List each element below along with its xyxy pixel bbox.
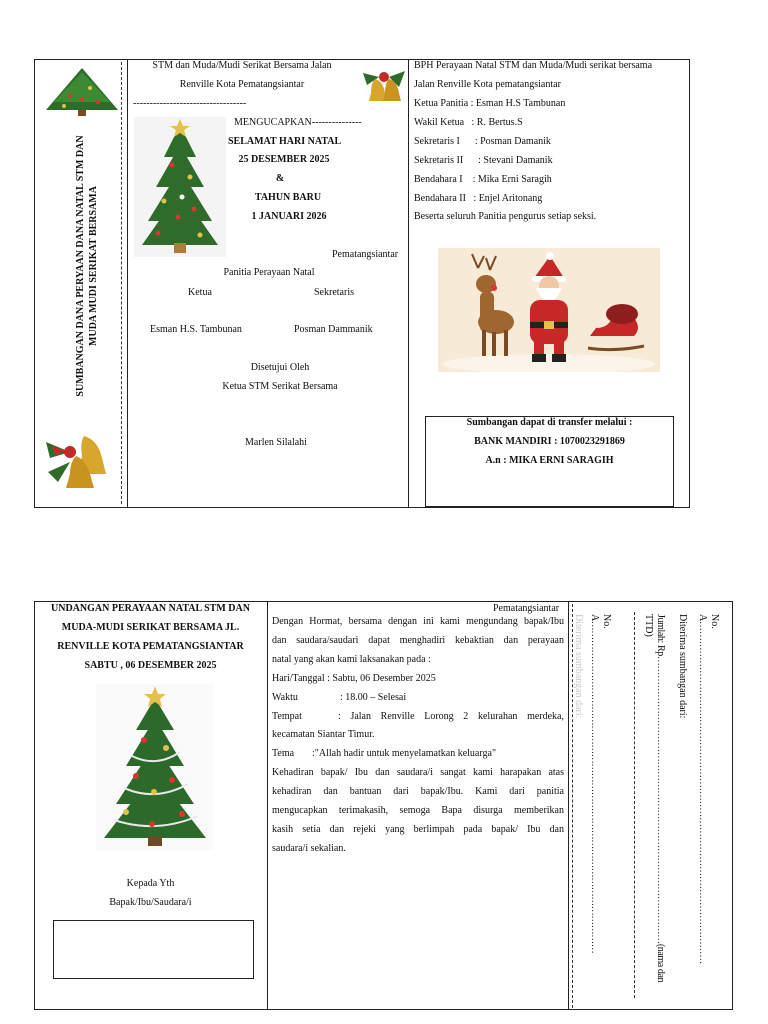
spine-divider xyxy=(127,59,128,508)
invitation-city: Pematangsiantar xyxy=(493,603,560,614)
santa-reindeer-image xyxy=(438,248,660,372)
bells-decoration-image xyxy=(40,422,118,496)
committee-line: BPH Perayaan Natal STM dan Muda/Mudi serikat bersama xyxy=(414,60,653,71)
event-theme-label: Tema xyxy=(272,748,295,760)
invitation-title-line4: SABTU , 06 DESEMBER 2025 xyxy=(84,660,217,671)
committee-text: Panitia Perayaan Natal xyxy=(223,267,315,278)
closing-line: kasih setia dan rejeki yang berlimpah pada bapak/ Ibu dan xyxy=(272,823,564,835)
stub-a2-line: A…………………………………………………………………………………………… xyxy=(589,614,600,954)
invitation-body xyxy=(272,613,564,859)
christmas-tree-small-image xyxy=(40,66,120,118)
dash-line: ---------------------------------- xyxy=(133,98,247,109)
body-line: natal yang akan kami laksanakan pada : xyxy=(272,653,431,665)
name-sekretaris: Posman Dammanik xyxy=(294,324,373,335)
event-time xyxy=(272,689,564,708)
committee-line: Sekretaris I : Posman Damanik xyxy=(414,136,551,147)
christmas-tree-image xyxy=(134,117,226,257)
stub-no2: No. xyxy=(601,614,612,629)
bells-top-image xyxy=(361,59,407,105)
invitation-title-line3: RENVILLE KOTA PEMATANGSIANTAR xyxy=(57,641,244,652)
committee-line: Ketua Panitia : Esman H.S Tambunan xyxy=(414,98,566,109)
city-text: Pematangsiantar xyxy=(332,249,399,260)
right-panel-divider xyxy=(408,59,409,508)
name-ketua: Esman H.S. Tambunan xyxy=(150,324,242,335)
approved-role: Ketua STM Serikat Bersama xyxy=(222,381,338,392)
addressee-line1: Kepada Yth xyxy=(126,878,175,889)
greeting-new-year-date: 1 JANUARI 2026 xyxy=(251,211,327,222)
role-ketua: Ketua xyxy=(188,287,212,298)
bottom-divider-right xyxy=(568,601,569,1010)
spine-dashed-line xyxy=(121,62,122,504)
event-theme xyxy=(272,745,564,764)
event-place-line2: kecamatan Siantar Timur. xyxy=(272,729,375,741)
stub-ttd: TTD) xyxy=(643,614,654,637)
approved-text: Disetujui Oleh xyxy=(250,362,310,373)
event-time-label: Waktu xyxy=(272,691,298,703)
stub-cut-line xyxy=(634,612,635,998)
transfer-name: A.n : MIKA ERNI SARAGIH xyxy=(485,455,614,466)
header-line2: Renville Kota Pematangsiantar xyxy=(179,79,305,90)
stub-amount: Jumlah: Rp………………………………………………………………………………(nama dan xyxy=(655,614,666,983)
event-theme-value: :"Allah hadir untuk menyelamatkan keluarga" xyxy=(312,748,497,760)
transfer-bank: BANK MANDIRI : 1070023291869 xyxy=(474,436,625,447)
invitation-title-line1: UNDANGAN PERAYAAN NATAL STM DAN xyxy=(51,603,250,614)
approved-name: Marlen Silalahi xyxy=(245,437,307,448)
event-place-label: Tempat xyxy=(272,710,302,722)
event-time-value: : 18.00 – Selesai xyxy=(340,691,407,703)
spine-title-line1: SUMBANGAN DANA PERYAAN DANA NATAL STM DAN xyxy=(75,135,86,397)
committee-line: Jalan Renville Kota pematangsiantar xyxy=(414,79,561,90)
addressee-box[interactable] xyxy=(53,920,254,979)
body-line: dan saudara/saudari dapat menghadiri kebaktian dan perayaan xyxy=(272,634,564,646)
committee-line: Wakil Ketua : R. Bertus.S xyxy=(414,117,523,128)
greeting-ampersand: & xyxy=(275,173,285,184)
greeting-new-year: TAHUN BARU xyxy=(254,192,322,203)
invitation-title-line2: MUDA-MUDI SERIKAT BERSAMA JL. xyxy=(61,622,240,633)
event-place-value: : Jalan Renville Lorong 2 kelurahan merdeka, xyxy=(338,710,564,722)
stub-faded-text: Diterima sumbangan dari: xyxy=(573,614,584,719)
spine-title xyxy=(74,133,100,399)
body-line: Dengan Hormat, bersama dengan ini kami mengundang bapak/Ibu xyxy=(272,616,564,627)
closing-line: mengucapkan terimakasih, semoga Bapa disurga memberikan xyxy=(272,805,564,817)
mengucapkan-text: MENGUCAPKAN--------------- xyxy=(234,117,362,128)
addressee-line2: Bapak/Ibu/Saudara/i xyxy=(109,897,192,908)
event-date: Hari/Tanggal : Sabtu, 06 Desember 2025 xyxy=(272,672,436,684)
greeting-christmas: SELAMAT HARI NATAL xyxy=(228,136,342,147)
closing-line: Kehadiran bapak/ Ibu dan saudara/i sangat kami harapakan atas xyxy=(272,767,564,779)
committee-line: Bendahara II : Enjel Aritonang xyxy=(414,193,543,204)
committee-line: Sekretaris II : Stevani Damanik xyxy=(414,155,553,166)
committee-line: Beserta seluruh Panitia pengurus setiap seksi. xyxy=(414,211,597,222)
header-line1: STM dan Muda/Mudi Serikat Bersama Jalan xyxy=(152,60,332,71)
greeting-christmas-date: 25 DESEMBER 2025 xyxy=(238,154,330,165)
stub-a-line: A…………………………………………………………………………………………… xyxy=(697,614,708,965)
stub-received: Diterima sumbangan dari: xyxy=(677,614,688,719)
closing-line: kehadiran dan bantuan dari bapak/Ibu. Kami dari panitia xyxy=(272,786,564,798)
closing-line: saudara/i sekalian. xyxy=(272,842,346,854)
role-sekretaris: Sekretaris xyxy=(314,287,354,298)
stub-no: No. xyxy=(709,614,720,629)
christmas-tree-large-image xyxy=(96,684,214,850)
event-place xyxy=(272,708,564,727)
committee-line: Bendahara I : Mika Erni Saragih xyxy=(414,174,552,185)
transfer-line1: Sumbangan dapat di transfer melalui : xyxy=(466,417,633,428)
bottom-divider-left xyxy=(267,601,268,1010)
spine-title-line2: MUDA MUDI SERIKAT BERSAMA xyxy=(88,186,99,346)
